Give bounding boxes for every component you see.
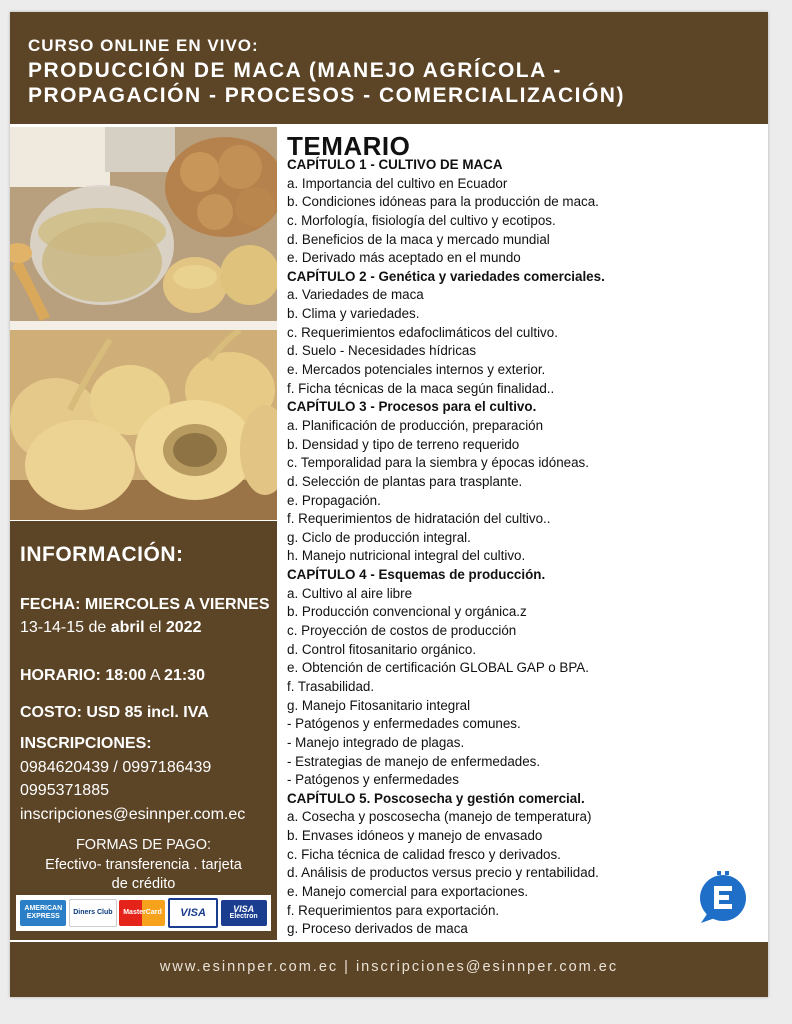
payment-title: FORMAS DE PAGO: (75, 837, 212, 853)
syllabus-item: e. Manejo comercial para exportaciones. (287, 883, 529, 899)
syllabus-item: b. Producción convencional y orgánica.z (287, 604, 527, 620)
syllabus-item: d. Beneficios de la maca y mercado mundial (287, 231, 550, 247)
course-title-line2: PROPAGACIÓN - PROCESOS - COMERCIALIZACIÓN) (28, 84, 625, 107)
info-title: INFORMACIÓN: (20, 543, 184, 566)
syllabus-item: h. Manejo nutricional integral del cultivo. (287, 548, 526, 564)
syllabus-item: f. Requerimientos de hidratación del cultivo.. (287, 511, 551, 527)
chapter-heading: CAPÍTULO 5. Poscosecha y gestión comercial. (287, 790, 585, 806)
phone-number-2: 0995371885 (20, 782, 109, 799)
maca-roots-photo (10, 330, 277, 520)
date-month: abril (110, 619, 145, 636)
info-panel (10, 521, 277, 940)
syllabus-item: - Manejo integrado de plagas. (287, 734, 465, 750)
chapter-heading: CAPÍTULO 4 - Esquemas de producción. (287, 567, 546, 583)
course-type: CURSO ONLINE EN VIVO: (28, 36, 259, 55)
syllabus-item: f. Requerimientos para exportación. (287, 902, 500, 918)
syllabus-item: e. Propagación. (287, 492, 381, 508)
chapter-heading: CAPÍTULO 2 - Genética y variedades comerciales. (287, 268, 605, 284)
syllabus-item: d. Análisis de productos versus precio y rentabilidad. (287, 865, 599, 881)
footer-contact[interactable]: www.esinnper.com.ec | inscripciones@esinnper.com.ec (159, 959, 619, 975)
visa-logo: VISA (168, 898, 218, 928)
syllabus-item: d. Control fitosanitario orgánico. (287, 641, 477, 657)
visa-electron-visa: VISA (233, 904, 255, 914)
date-el: el (144, 619, 166, 636)
syllabus-item: e. Derivado más aceptado en el mundo (287, 250, 521, 266)
syllabus-item: c. Morfología, fisiología del cultivo y ecotipos. (287, 212, 556, 228)
esinnper-logo-icon (697, 866, 749, 924)
photo-divider (10, 321, 277, 330)
syllabus-item: - Patógenos y enfermedades (287, 772, 459, 788)
syllabus-item: a. Variedades de maca (287, 287, 424, 303)
syllabus-item: g. Manejo Fitosanitario integral (287, 697, 471, 713)
syllabus-item: g. Proceso derivados de maca (287, 921, 468, 937)
mastercard-logo: MasterCard (119, 900, 165, 926)
payment-methods-2: de crédito (111, 876, 176, 892)
syllabus-item: a. Planificación de producción, preparación (287, 417, 544, 433)
maca-powder-photo (10, 127, 277, 321)
registration-label: INSCRIPCIONES: (20, 735, 152, 752)
course-title-line1: PRODUCCIÓN DE MACA (MANEJO AGRÍCOLA - (28, 59, 562, 82)
date-value (20, 619, 201, 637)
syllabus-item: b. Clima y variedades. (287, 306, 420, 322)
syllabus-item: - Patógenos y enfermedades comunes. (287, 716, 521, 732)
cost: COSTO: USD 85 incl. IVA (20, 704, 209, 721)
diners-club-logo: Diners Club (69, 899, 117, 927)
visa-electron-electron: Electron (229, 913, 258, 920)
schedule-start: HORARIO: 18:00 (20, 667, 147, 684)
syllabus-item: c. Proyección de costos de producción (287, 623, 517, 639)
syllabus-item: g. Ciclo de producción integral. (287, 529, 471, 545)
syllabus-item: e. Obtención de certificación GLOBAL GAP o BPA. (287, 660, 589, 676)
chapter-heading: CAPÍTULO 1 - CULTIVO DE MACA (287, 157, 503, 172)
chapter-heading: CAPÍTULO 3 - Procesos para el cultivo. (287, 399, 537, 415)
syllabus-title: TEMARIO (287, 131, 411, 161)
payment-methods: Efectivo- transferencia . tarjeta (45, 857, 242, 873)
footer-bar (10, 942, 768, 997)
visa-electron-logo (221, 900, 267, 926)
syllabus-item: a. Cultivo al aire libre (287, 585, 413, 601)
phone-numbers: 0984620439 / 0997186439 (20, 759, 212, 776)
syllabus-item: b. Densidad y tipo de terreno requerido (287, 436, 520, 452)
syllabus-item: c. Ficha técnica de calidad fresco y derivados. (287, 846, 561, 862)
schedule-a: A (146, 667, 165, 684)
syllabus-item: d. Selección de plantas para trasplante. (287, 473, 523, 489)
header-banner (10, 12, 768, 124)
date-year: 2022 (165, 619, 202, 636)
schedule-end: 21:30 (164, 667, 205, 684)
syllabus-item: - Estrategias de manejo de enfermedades. (287, 753, 541, 769)
amex-logo: AMERICAN EXPRESS (20, 900, 66, 926)
syllabus-item: e. Mercados potenciales internos y exterior. (287, 362, 546, 378)
syllabus-lines (287, 156, 757, 939)
registration-email[interactable]: inscripciones@esinnper.com.ec (20, 806, 246, 823)
syllabus-item: d. Suelo - Necesidades hídricas (287, 343, 477, 359)
date-label: FECHA: MIERCOLES A VIERNES (20, 596, 270, 613)
syllabus-item: b. Condiciones idóneas para la producción de maca. (287, 194, 599, 210)
syllabus-item: c. Temporalidad para la siembra y épocas idóneas. (287, 455, 589, 471)
syllabus-item: a. Importancia del cultivo en Ecuador (287, 175, 508, 191)
course-title (28, 58, 625, 108)
syllabus-item: f. Ficha técnicas de la maca según finalidad.. (287, 380, 555, 396)
schedule (20, 667, 205, 685)
syllabus-item: f. Trasabilidad. (287, 678, 375, 694)
syllabus-item: a. Cosecha y poscosecha (manejo de temperatura) (287, 809, 592, 825)
syllabus-item: c. Requerimientos edafoclimáticos del cultivo. (287, 324, 558, 340)
card-logos (16, 895, 271, 931)
syllabus-item: b. Envases idóneos y manejo de envasado (287, 828, 543, 844)
syllabus (287, 131, 605, 937)
date-days: 13-14-15 de (20, 619, 111, 636)
